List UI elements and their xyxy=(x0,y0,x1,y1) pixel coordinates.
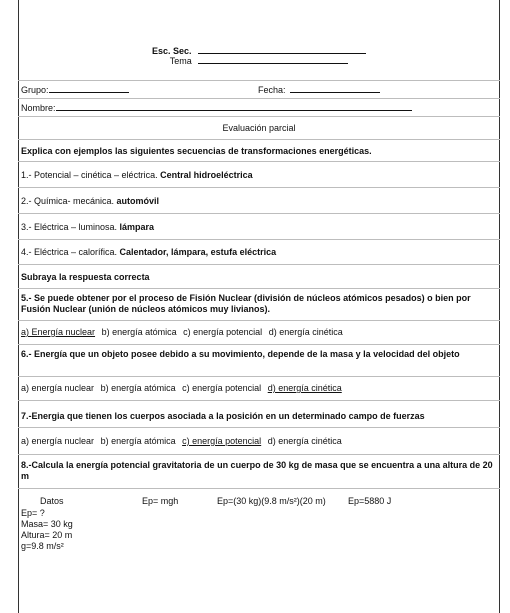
q5-option-b: b) energía atómica xyxy=(101,327,177,337)
right-border xyxy=(499,0,500,613)
item-4-answer: Calentador, lámpara, estufa eléctrica xyxy=(119,247,277,257)
date-field xyxy=(258,84,380,96)
q7-option-d: d) energía cinética xyxy=(267,436,342,446)
page-title: Evaluación parcial xyxy=(222,123,296,133)
group-blank xyxy=(49,84,129,93)
result: Ep=5880 J xyxy=(348,496,392,506)
divider xyxy=(18,344,500,345)
data-height: Altura= 20 m xyxy=(21,530,73,540)
data-ep: Ep= ? xyxy=(21,508,45,518)
date-label: Fecha: xyxy=(258,85,286,95)
school-blank xyxy=(198,45,366,54)
left-border xyxy=(18,0,19,613)
item-1 xyxy=(21,170,497,181)
divider xyxy=(18,320,500,321)
q5-option-c: c) energía potencial xyxy=(183,327,263,337)
divider xyxy=(18,213,500,214)
section2-instruction: Subraya la respuesta correcta xyxy=(21,272,150,282)
q6-option-c: c) energía potencial xyxy=(182,383,262,393)
divider xyxy=(18,400,500,401)
item-1-text: 1.- Potencial – cinética – eléctrica. xyxy=(21,170,161,180)
item-2 xyxy=(21,196,497,207)
formula: Ep= mgh xyxy=(142,496,179,506)
item-3-answer: lámpara xyxy=(119,222,155,232)
q6-option-b: b) energía atómica xyxy=(100,383,176,393)
data-gravity: g=9.8 m/s² xyxy=(21,541,64,551)
question-8: 8.-Calcula la energía potencial gravitatoria de un cuerpo de 30 kg de masa que se encuentra a una altura de 20 m xyxy=(21,460,493,481)
question-6: 6.- Energía que un objeto posee debido a su movimiento, depende de la masa y la velocidad del objeto xyxy=(21,349,460,359)
item-3 xyxy=(21,222,497,233)
q7-option-b: b) energía atómica xyxy=(100,436,176,446)
section1-instruction: Explica con ejemplos las siguientes secuencias de transformaciones energéticas. xyxy=(21,146,372,156)
item-2-answer: automóvil xyxy=(116,196,160,206)
data-mass: Masa= 30 kg xyxy=(21,519,73,529)
question-5: 5.- Se puede obtener por el proceso de Fisión Nuclear (división de núcleos atómicos pesados) o bien por Fusión Nuclear (unión de núcleos atómicos muy livianos). xyxy=(21,293,471,314)
divider xyxy=(18,264,500,265)
name-line xyxy=(21,102,497,114)
divider xyxy=(18,80,500,81)
divider xyxy=(18,376,500,377)
q5-option-d: d) energía cinética xyxy=(268,327,343,337)
q7-options xyxy=(21,436,497,447)
divider xyxy=(18,161,500,162)
school-label: Esc. Sec. xyxy=(151,46,192,56)
divider xyxy=(18,488,500,489)
item-4-text: 4.- Eléctrica – calorífica. xyxy=(21,247,120,257)
name-blank xyxy=(56,102,412,111)
group-date-line xyxy=(21,84,497,96)
topic-blank xyxy=(198,55,348,64)
divider xyxy=(18,454,500,455)
divider xyxy=(18,427,500,428)
q6-options xyxy=(21,383,497,394)
q7-option-c: c) energía potencial xyxy=(182,436,262,446)
divider xyxy=(18,139,500,140)
item-3-text: 3.- Eléctrica – luminosa. xyxy=(21,222,120,232)
substitution: Ep=(30 kg)(9.8 m/s²)(20 m) xyxy=(217,496,326,506)
q6-option-d: d) energía cinética xyxy=(267,383,342,393)
question-7: 7.-Energia que tienen los cuerpos asociada a la posición en un determinado campo de fuerzas xyxy=(21,411,425,421)
divider xyxy=(18,288,500,289)
q5-options xyxy=(21,327,497,338)
item-2-text: 2.- Química- mecánica. xyxy=(21,196,117,206)
item-4 xyxy=(21,247,497,258)
divider xyxy=(18,239,500,240)
date-blank xyxy=(290,84,380,93)
item-1-answer: Central hidroeléctrica xyxy=(160,170,253,180)
q6-option-a: a) energía nuclear xyxy=(21,383,95,393)
name-label: Nombre: xyxy=(21,103,56,113)
datos-label: Datos xyxy=(40,496,64,506)
topic-label: Tema xyxy=(169,56,192,66)
topic-line xyxy=(18,55,500,67)
divider xyxy=(18,187,500,188)
divider xyxy=(18,116,500,117)
divider xyxy=(18,98,500,99)
q7-option-a: a) energía nuclear xyxy=(21,436,95,446)
group-label: Grupo: xyxy=(21,85,49,95)
q5-option-a: a) Energía nuclear xyxy=(21,327,96,337)
